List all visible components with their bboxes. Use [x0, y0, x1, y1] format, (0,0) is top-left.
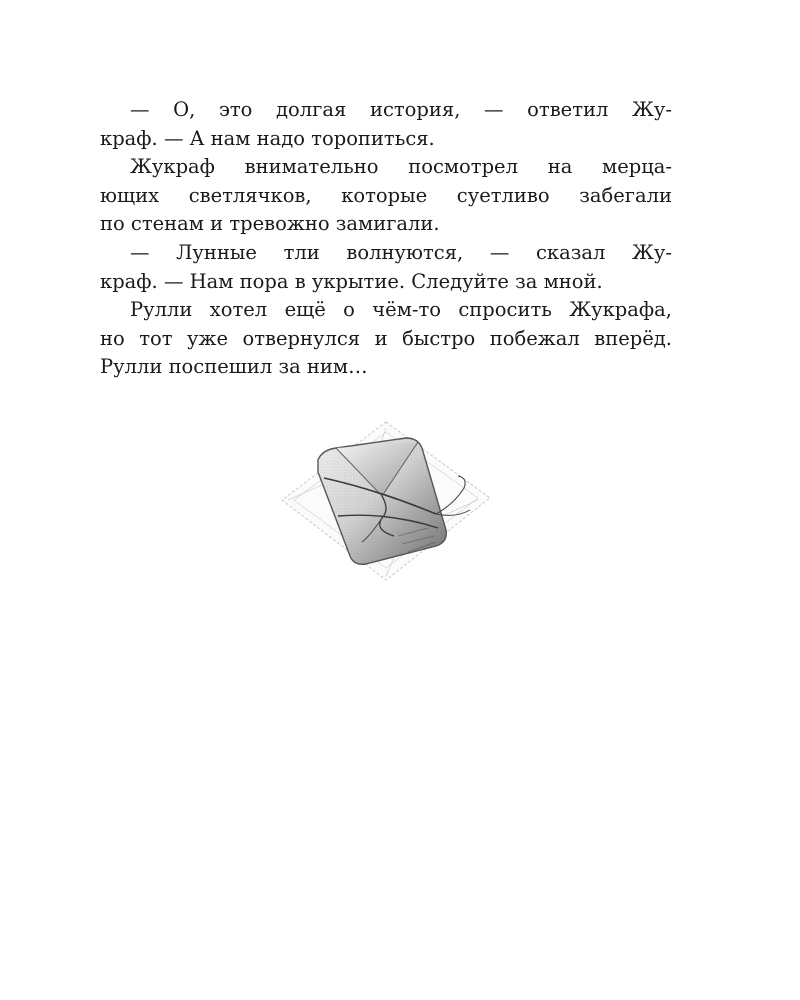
paragraph-1-line-1: — О, это долгая история, — ответил Жу- [130, 98, 672, 121]
paragraph-3-line-2: краф. — Нам пора в укрытие. Следуйте за мной. [100, 269, 603, 293]
story-text [100, 96, 672, 382]
paragraph-4-line-3: Рулли поспешил за ним… [100, 355, 368, 379]
paragraph-1-line-2: краф. — А нам надо торопиться. [100, 126, 435, 150]
wrapped-parcel-icon [278, 418, 494, 584]
paragraph-2-line-1: Жукраф внимательно посмотрел на мерца- [130, 155, 672, 179]
parcel-illustration [278, 418, 494, 584]
paragraph-4-line-2: но тот уже отвернулся и быстро побежал вперёд. [100, 326, 672, 350]
paragraph-2-line-2: ющих светлячков, которые суетливо забегали [100, 183, 672, 207]
paragraph-4-line-1: Рулли хотел ещё о чём-то спросить Жукрафа, [130, 298, 672, 322]
paragraph-2-line-3: по стенам и тревожно замигали. [100, 212, 440, 236]
paragraph-3-line-1: — Лунные тли волнуются, — сказал Жу- [130, 240, 672, 264]
